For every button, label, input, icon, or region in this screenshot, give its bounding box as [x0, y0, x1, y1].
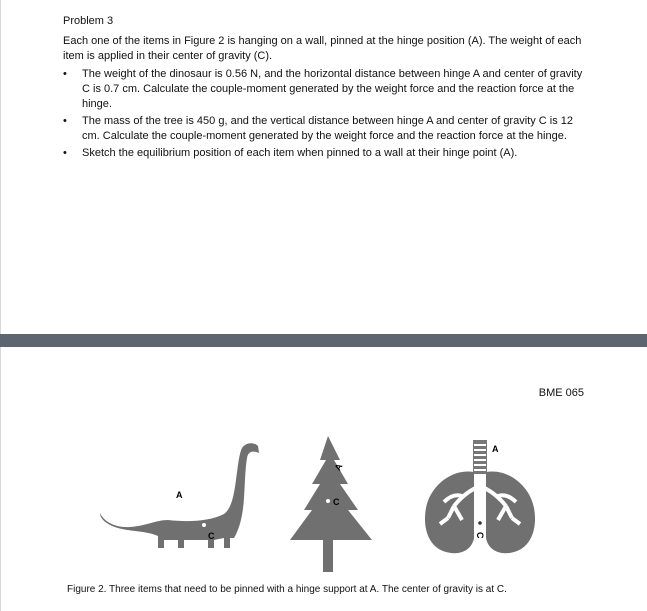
bullet-text: The weight of the dinosaur is 0.56 N, and the horizontal distance between hinge A and center of gravity C is 0.7 cm. Calculate the couple-moment generated by the weight force and the reaction force at the hinge. [82, 68, 583, 110]
bullet-text: The mass of the tree is 450 g, and the vertical distance between hinge A and center of gravity C is 12 cm. Calculate the couple-moment generated by the weight force and the reaction force at the hinge. [82, 115, 574, 142]
dino-center-label: C [208, 531, 215, 541]
tree-hinge-label: A [332, 461, 345, 473]
course-code: BME 065 [538, 387, 584, 399]
tree-figure [290, 436, 372, 572]
problem-intro: Each one of the items in Figure 2 is hanging on a wall, pinned at the hinge position (A). The weight of each item is applied in their center of gravity (C). [63, 35, 582, 62]
lungs-figure [425, 440, 535, 553]
figure-2-illustration [90, 428, 560, 576]
lungs-hinge-label: A [492, 444, 499, 454]
bullet-item [63, 114, 593, 144]
tree-center-label: C [333, 497, 340, 507]
figure-caption: Figure 2. Three items that need to be pinned with a hinge support at A. The center of gravity is at C. [67, 584, 507, 595]
bullet-text: Sketch the equilibrium position of each item when pinned to a wall at their hinge point (A). [82, 147, 518, 159]
lungs-center-label: C [475, 532, 485, 539]
dino-hinge-label: A [176, 490, 183, 500]
dinosaur-figure [100, 443, 259, 548]
tree-canopy [290, 436, 372, 540]
bullet-marker: • [63, 147, 67, 159]
bullet-item [63, 67, 593, 112]
bullet-item [63, 146, 593, 161]
tree-trunk [323, 538, 333, 572]
problem-bullet-list [63, 67, 593, 163]
bullet-marker: • [63, 68, 67, 80]
page-divider [0, 334, 647, 347]
problem-title: Problem 3 [63, 15, 114, 27]
bullet-marker: • [63, 115, 67, 127]
